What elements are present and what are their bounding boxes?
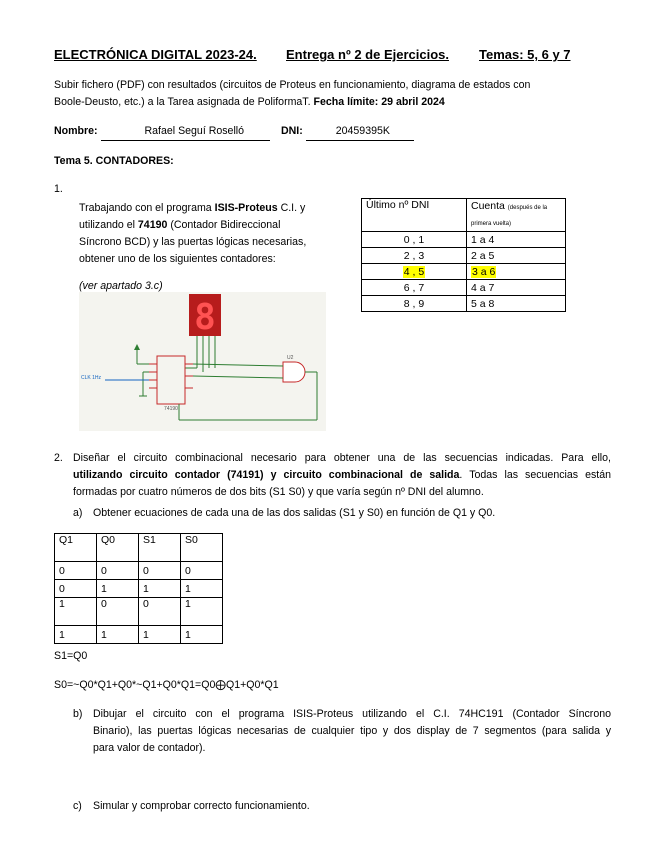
dni-row [362, 232, 566, 248]
tt-cell: 1 [55, 626, 97, 644]
gate-input-2 [193, 376, 283, 378]
counter-chip [157, 356, 185, 404]
tt-cell: 1 [181, 626, 223, 644]
tt-cell: 0 [181, 562, 223, 580]
tt-cell: 0 [97, 598, 139, 626]
q2-a-label: a) [73, 507, 83, 519]
tt-cell: 1 [97, 626, 139, 644]
q1-line-3: Síncrono BCD) y las puertas lógicas necesarias, [79, 236, 307, 248]
dni-row-5-count: 5 a 8 [467, 296, 566, 312]
intro-line-2: Boole-Deusto, etc.) a la Tarea asignada de PoliformaT. Fecha límite: 29 abril 2024 [54, 96, 445, 108]
dni-row-1-count: 1 a 4 [467, 232, 566, 248]
dni-row-highlighted [362, 264, 566, 280]
dni-header-col1: Último nº DNI [362, 199, 467, 232]
tt-header-s1: S1 [139, 534, 181, 562]
circuit-schematic [79, 292, 326, 431]
circuit-svg [79, 292, 326, 431]
q2-b-line-3: para valor de contador). [93, 742, 206, 754]
q1-line-1: Trabajando con el programa ISIS-Proteus C.I. y [79, 202, 306, 214]
q2-line-3: formadas por cuatro números de dos bits (S1 S0) y que varía según nº DNI del alumno. [73, 486, 484, 498]
truth-table-header [55, 534, 223, 562]
tt-header-s0: S0 [181, 534, 223, 562]
tt-cell: 1 [55, 598, 97, 626]
gate-label: U2 [287, 355, 294, 361]
header-delivery: Entrega nº 2 de Ejercicios. [286, 47, 449, 62]
q2-text [73, 450, 611, 501]
header-topics: Temas: 5, 6 y 7 [479, 47, 571, 62]
dni-row-2-count: 2 a 5 [467, 248, 566, 264]
tt-cell: 0 [55, 562, 97, 580]
tt-cell: 0 [139, 598, 181, 626]
dni-row [362, 296, 566, 312]
q1-number: 1. [54, 183, 63, 195]
q2-b-line-1: Dibujar el circuito con el programa ISIS-Proteus utilizando el C.I. 74HC191 (Contador Síncrono [93, 708, 611, 720]
tt-cell: 1 [139, 626, 181, 644]
dni-header-col2: Cuenta (después de la primera vuelta) [467, 199, 566, 232]
q2-b-line-2: Binario), las puertas lógicas necesarias de cualquier tipo y dos display de 7 segmentos (para salida y [93, 725, 611, 737]
q2-c-label: c) [73, 800, 82, 812]
dni-row-4-count: 4 a 7 [467, 280, 566, 296]
name-value: Rafael Seguí Roselló [101, 123, 271, 141]
header-course: ELECTRÓNICA DIGITAL 2023-24. [54, 47, 257, 62]
truth-table-row [55, 598, 223, 626]
section-title: Tema 5. CONTADORES: [54, 155, 174, 167]
dni-value: 20459395K [306, 123, 414, 141]
deadline: Fecha límite: 29 abril 2024 [313, 96, 445, 108]
truth-table-row [55, 580, 223, 598]
and-gate [283, 362, 305, 382]
q2-b-text [93, 706, 611, 757]
intro-line-1: Subir fichero (PDF) con resultados (circuitos de Proteus en funcionamiento, diagrama de estados con [54, 79, 531, 91]
dni-label: DNI: [281, 125, 303, 137]
q2-number: 2. [54, 452, 63, 464]
dni-row-5-dni: 8 , 9 [362, 296, 467, 312]
dni-row-3-count: 3 a 6 [472, 265, 496, 278]
equation-s1: S1=Q0 [54, 650, 88, 662]
dni-row [362, 248, 566, 264]
dni-table [361, 198, 566, 312]
tt-cell: 0 [97, 562, 139, 580]
dni-row [362, 280, 566, 296]
truth-table-row [55, 626, 223, 644]
clock-label: CLK 1Hz [81, 375, 102, 381]
intro-paragraph [54, 77, 614, 111]
q2-line-2: utilizando circuito contador (74191) y circuito combinacional de salida. Todas las secuencias están [73, 469, 611, 481]
dni-row-4-dni: 6 , 7 [362, 280, 467, 296]
display-digit: 8 [194, 297, 216, 338]
q2-c-text: Simular y comprobar correcto funcionamiento. [93, 800, 310, 812]
tt-cell: 1 [181, 598, 223, 626]
q2-line-1: Diseñar el circuito combinacional necesario para obtener una de las secuencias indicadas. Para ello, [73, 452, 611, 464]
q1-note: (ver apartado 3.c) [79, 280, 163, 292]
q1-line-4: obtener uno de los siguientes contadores: [79, 253, 276, 265]
truth-table [54, 533, 223, 644]
dni-row-1-dni: 0 , 1 [362, 232, 467, 248]
q2-b-label: b) [73, 708, 83, 720]
q1-text [79, 200, 328, 268]
student-line [54, 123, 414, 141]
equation-s0: S0=~Q0*Q1+Q0*~Q1+Q0*Q1=Q0⨁Q1+Q0*Q1 [54, 679, 279, 691]
tt-cell: 1 [181, 580, 223, 598]
dni-row-2-dni: 2 , 3 [362, 248, 467, 264]
q1-line-2: utilizando el 74190 (Contador Bidireccional [79, 219, 281, 231]
gate-input-1 [193, 364, 283, 366]
chip-label: 74190 [164, 406, 178, 412]
name-label: Nombre: [54, 125, 98, 137]
dni-table-header [362, 199, 566, 232]
truth-table-row [55, 562, 223, 580]
tt-header-q1: Q1 [55, 534, 97, 562]
tt-cell: 1 [139, 580, 181, 598]
q2-a-text: Obtener ecuaciones de cada una de las dos salidas (S1 y S0) en función de Q1 y Q0. [93, 507, 496, 519]
vcc-arrow [134, 344, 140, 350]
tt-cell: 0 [55, 580, 97, 598]
tt-header-q0: Q0 [97, 534, 139, 562]
dni-row-3-dni: 4 , 5 [403, 265, 425, 278]
tt-cell: 1 [97, 580, 139, 598]
tt-cell: 0 [139, 562, 181, 580]
